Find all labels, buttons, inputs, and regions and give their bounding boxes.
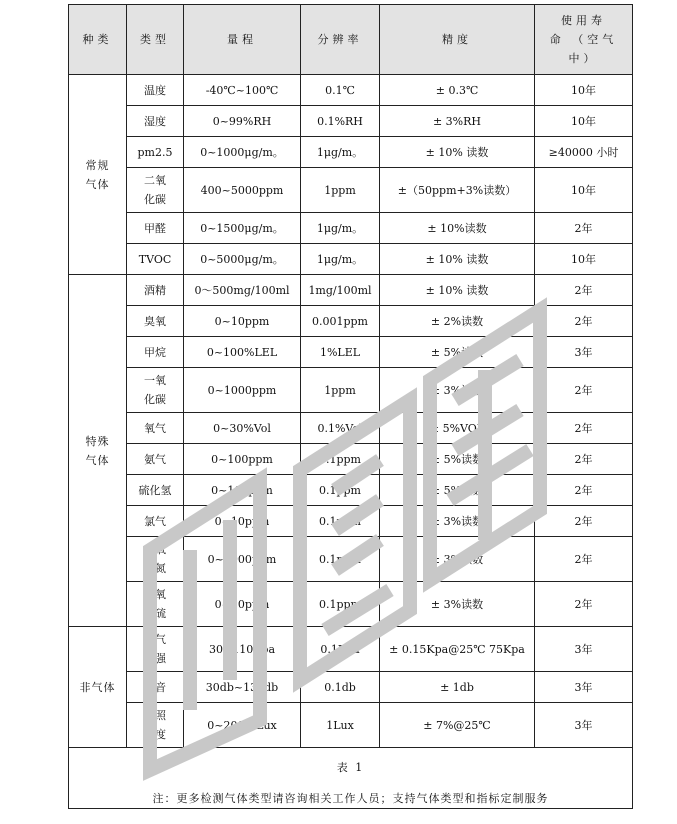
accuracy-cell: ± 3%读数 (380, 582, 535, 627)
table-row (69, 275, 633, 306)
accuracy-cell: ± 7%@25℃ (380, 703, 535, 748)
accuracy-cell: ± 5%VOL (380, 413, 535, 444)
table-row (69, 627, 633, 672)
resolution-cell: 1mg/100ml (301, 275, 380, 306)
resolution-cell: 1μg/m。 (301, 213, 380, 244)
range-cell: 0~100%LEL (184, 337, 301, 368)
caption-cell (69, 748, 633, 809)
type-cell: 噪音 (127, 672, 184, 703)
table-row (69, 582, 633, 627)
header-lifetime-line2: 命 （空气 (549, 33, 618, 46)
lifetime-cell: 3年 (535, 672, 633, 703)
table-row (69, 506, 633, 537)
accuracy-cell: ± 3%读数 (380, 506, 535, 537)
category-cell: 特殊 气体 (69, 275, 127, 627)
table-row (69, 244, 633, 275)
header-lifetime-line1: 使用寿 (561, 14, 606, 27)
lifetime-cell: 2年 (535, 275, 633, 306)
header-category: 种类 (69, 5, 127, 75)
range-cell: 30~110Kpa (184, 627, 301, 672)
range-cell: 30db~130db (184, 672, 301, 703)
table-row (69, 213, 633, 244)
caption-row (69, 748, 633, 809)
lifetime-cell: ≥40000 小时 (535, 137, 633, 168)
resolution-cell: 0.1ppm (301, 506, 380, 537)
type-cell: 二氧 化氮 (127, 537, 184, 582)
range-cell: 0~10ppm (184, 306, 301, 337)
table-row (69, 672, 633, 703)
lifetime-cell: 2年 (535, 475, 633, 506)
resolution-cell: 0.001ppm (301, 306, 380, 337)
resolution-cell: 1μg/m。 (301, 137, 380, 168)
table-row (69, 444, 633, 475)
accuracy-cell: ±（50ppm+3%读数） (380, 168, 535, 213)
accuracy-cell: ± 10% 读数 (380, 275, 535, 306)
range-cell: 0~200K Lux (184, 703, 301, 748)
category-cell: 非气体 (69, 627, 127, 748)
range-cell: 0~100ppm (184, 444, 301, 475)
type-cell: 氧气 (127, 413, 184, 444)
accuracy-cell: ± 3%读数 (380, 537, 535, 582)
resolution-cell: 1%LEL (301, 337, 380, 368)
header-resolution: 分辨率 (301, 5, 380, 75)
table-header-row (69, 5, 633, 75)
range-cell: 0~100ppm (184, 475, 301, 506)
table-row (69, 537, 633, 582)
accuracy-cell: ± 10% 读数 (380, 137, 535, 168)
lifetime-cell: 10年 (535, 244, 633, 275)
range-cell: 0~1000ppm (184, 368, 301, 413)
accuracy-cell: ± 10%读数 (380, 213, 535, 244)
table-row (69, 368, 633, 413)
range-cell: 0～500mg/100ml (184, 275, 301, 306)
resolution-cell: 0.1℃ (301, 75, 380, 106)
range-cell: 0~1000ppm (184, 537, 301, 582)
resolution-cell: 1ppm (301, 168, 380, 213)
lifetime-cell: 2年 (535, 506, 633, 537)
table-row (69, 168, 633, 213)
accuracy-cell: ± 3%RH (380, 106, 535, 137)
lifetime-cell: 2年 (535, 413, 633, 444)
accuracy-cell: ± 3%读数 (380, 368, 535, 413)
type-cell: TVOC (127, 244, 184, 275)
lifetime-cell: 2年 (535, 213, 633, 244)
table-row (69, 413, 633, 444)
range-cell: 0~20ppm (184, 582, 301, 627)
header-lifetime-line3: 中） (568, 52, 599, 65)
resolution-cell: 0.1Kpa (301, 627, 380, 672)
accuracy-cell: ± 2%读数 (380, 306, 535, 337)
lifetime-cell: 3年 (535, 627, 633, 672)
type-cell: 大气 压强 (127, 627, 184, 672)
spec-table-container (68, 4, 633, 809)
resolution-cell: 0.1ppm (301, 582, 380, 627)
resolution-cell: 0.1ppm (301, 475, 380, 506)
accuracy-cell: ± 10% 读数 (380, 244, 535, 275)
range-cell: -40℃~100℃ (184, 75, 301, 106)
type-cell: 氨气 (127, 444, 184, 475)
lifetime-cell: 2年 (535, 582, 633, 627)
table-note: 注：更多检测气体类型请咨询相关工作人员；支持气体类型和指标定制服务 (152, 792, 549, 805)
range-cell: 0~99%RH (184, 106, 301, 137)
header-type: 类型 (127, 5, 184, 75)
table-caption: 表 1 (336, 761, 365, 774)
type-cell: 氯气 (127, 506, 184, 537)
lifetime-cell: 10年 (535, 75, 633, 106)
type-cell: pm2.5 (127, 137, 184, 168)
table-row (69, 137, 633, 168)
resolution-cell: 0.1%RH (301, 106, 380, 137)
accuracy-cell: ± 5%读数 (380, 444, 535, 475)
header-range: 量程 (184, 5, 301, 75)
type-cell: 湿度 (127, 106, 184, 137)
header-lifetime (535, 5, 633, 75)
accuracy-cell: ± 5%读数 (380, 475, 535, 506)
resolution-cell: 0.1db (301, 672, 380, 703)
resolution-cell: 1ppm (301, 368, 380, 413)
table-row (69, 703, 633, 748)
table-row (69, 306, 633, 337)
type-cell: 二氧 化碳 (127, 168, 184, 213)
type-cell: 酒精 (127, 275, 184, 306)
range-cell: 0~5000μg/m。 (184, 244, 301, 275)
sensor-spec-table (68, 4, 633, 809)
range-cell: 0~1500μg/m。 (184, 213, 301, 244)
accuracy-cell: ± 0.3℃ (380, 75, 535, 106)
lifetime-cell: 2年 (535, 368, 633, 413)
resolution-cell: 0.1ppm (301, 537, 380, 582)
header-accuracy: 精度 (380, 5, 535, 75)
table-body (69, 75, 633, 748)
type-cell: 一氧 化碳 (127, 368, 184, 413)
range-cell: 0~1000μg/m。 (184, 137, 301, 168)
type-cell: 甲醛 (127, 213, 184, 244)
resolution-cell: 1μg/m。 (301, 244, 380, 275)
type-cell: 温度 (127, 75, 184, 106)
table-row (69, 106, 633, 137)
resolution-cell: 0.1ppm (301, 444, 380, 475)
resolution-cell: 1Lux (301, 703, 380, 748)
lifetime-cell: 2年 (535, 537, 633, 582)
type-cell: 二氧 化硫 (127, 582, 184, 627)
type-cell: 甲烷 (127, 337, 184, 368)
category-cell: 常规 气体 (69, 75, 127, 275)
range-cell: 400~5000ppm (184, 168, 301, 213)
range-cell: 0~10ppm (184, 506, 301, 537)
resolution-cell: 0.1%Vol (301, 413, 380, 444)
accuracy-cell: ± 1db (380, 672, 535, 703)
range-cell: 0~30%Vol (184, 413, 301, 444)
lifetime-cell: 2年 (535, 444, 633, 475)
lifetime-cell: 2年 (535, 306, 633, 337)
table-row (69, 75, 633, 106)
type-cell: 臭氧 (127, 306, 184, 337)
lifetime-cell: 10年 (535, 106, 633, 137)
lifetime-cell: 10年 (535, 168, 633, 213)
accuracy-cell: ± 5%读数 (380, 337, 535, 368)
type-cell: 光照 强度 (127, 703, 184, 748)
type-cell: 硫化氢 (127, 475, 184, 506)
table-row (69, 337, 633, 368)
table-row (69, 475, 633, 506)
lifetime-cell: 3年 (535, 703, 633, 748)
lifetime-cell: 3年 (535, 337, 633, 368)
accuracy-cell: ± 0.15Kpa@25℃ 75Kpa (380, 627, 535, 672)
